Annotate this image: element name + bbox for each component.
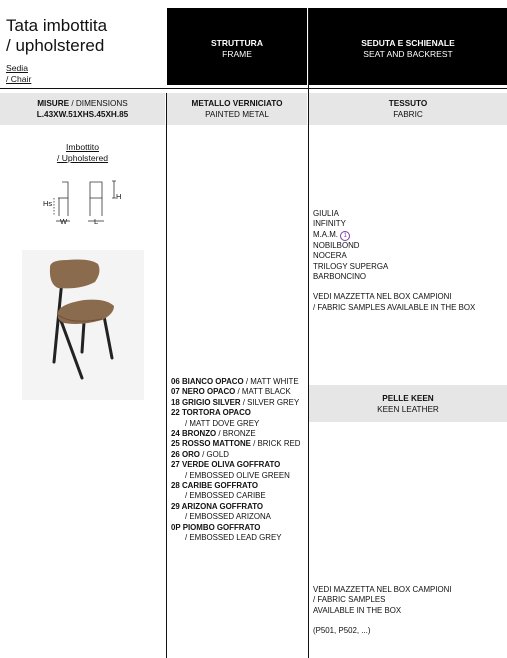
dim-l-label: L [94,217,99,226]
variant-label [0,142,165,163]
dimensions-label-it: MISURE [37,99,70,108]
leather-note-line-1: VEDI MAZZETTA NEL BOX CAMPIONI [313,585,452,594]
header-divider [0,88,507,89]
color-list [171,377,301,544]
seat-header [309,8,507,85]
leather-header [309,385,507,422]
list-item: / EMBOSSED OLIVE GREEN [185,470,290,480]
list-item: 06 BIANCO OPACO / MATT WHITE [171,377,299,386]
list-item: / EMBOSSED LEAD GREY [185,533,282,543]
chair-image [22,250,144,400]
list-item: 0P PIOMBO GOFFRATO [171,522,261,532]
title-line-2: / upholstered [6,36,105,55]
list-item: 29 ARIZONA GOFFRATO [171,501,264,511]
list-item: / EMBOSSED CARIBE [185,491,266,501]
structure-header-it: STRUTTURA [211,38,263,48]
list-item: NOCERA [313,251,347,261]
list-item: NOBILBOND [313,240,360,250]
metal-header [167,93,307,125]
seat-header-it: SEDUTA E SCHIENALE [361,38,455,48]
list-item: TRILOGY SUPERGA [313,261,389,271]
dimensions-value: L.43XW.51XHS.45XH.85 [36,110,129,119]
list-item: / EMBOSSED ARIZONA [185,512,271,522]
chair-icon [22,250,144,400]
fabric-header-en: FABRIC [393,110,423,119]
subtitle-line-2: / Chair [6,73,32,84]
list-item: 27 VERDE OLIVA GOFFRATO [171,460,281,470]
metal-header-it: METALLO VERNICIATO [191,99,283,108]
seat-header-en: SEAT AND BACKREST [363,49,453,59]
metal-header-en: PAINTED METAL [205,110,269,119]
leather-header-it: PELLE KEEN [382,394,434,403]
dim-w-label: W [60,217,68,226]
list-item: / MATT DOVE GREY [185,418,260,428]
leather-note-line-3: AVAILABLE IN THE BOX [313,605,402,615]
list-item: 25 ROSSO MATTONE / BRICK RED [171,439,301,449]
list-item: 24 BRONZO / BRONZE [171,429,256,439]
fabric-header-it: TESSUTO [388,99,428,108]
column-divider-2 [308,8,309,658]
leather-note-line-4: (P501, P502, ...) [313,626,371,636]
list-item: 22 TORTORA OPACO [171,408,251,418]
fabric-note-line-2: / FABRIC SAMPLES AVAILABLE IN THE BOX [313,302,476,312]
dim-h-label: H [116,192,122,201]
variant-line-2: / Upholstered [56,152,109,163]
info-icon: 1 [340,231,350,241]
subtitle-line-1: Sedia [6,63,28,73]
structure-header-en: FRAME [222,49,252,59]
dimension-diagram [40,176,130,228]
structure-header [167,8,307,85]
title-line-1: Tata imbottita [6,16,108,35]
list-item: 28 CARIBE GOFFRATO [171,481,258,491]
list-item: 26 ORO / GOLD [171,449,229,459]
list-item: 18 GRIGIO SILVER / SILVER GREY [171,397,300,407]
fabric-header [309,93,507,125]
leather-note-line-2: / FABRIC SAMPLES [313,595,386,605]
column-divider-1 [166,93,167,658]
dimensions-header [0,93,165,125]
dimensions-label-en: / DIMENSIONS [71,99,128,108]
fabric-note-line-1: VEDI MAZZETTA NEL BOX CAMPIONI [313,292,452,302]
list-item: GIULIA [313,209,339,218]
list-item: BARBONCINO [313,272,367,282]
list-item: M.A.M. 1 [313,230,475,241]
fabric-list [313,209,475,313]
variant-line-1: Imbottito [66,142,99,152]
list-item: 07 NERO OPACO / MATT BLACK [171,387,291,397]
product-type [6,63,31,84]
leather-note [313,585,452,637]
list-item: INFINITY [313,219,346,229]
page-title [6,16,107,56]
dim-hs-label: Hs [43,199,53,208]
leather-header-en: KEEN LEATHER [377,405,439,414]
